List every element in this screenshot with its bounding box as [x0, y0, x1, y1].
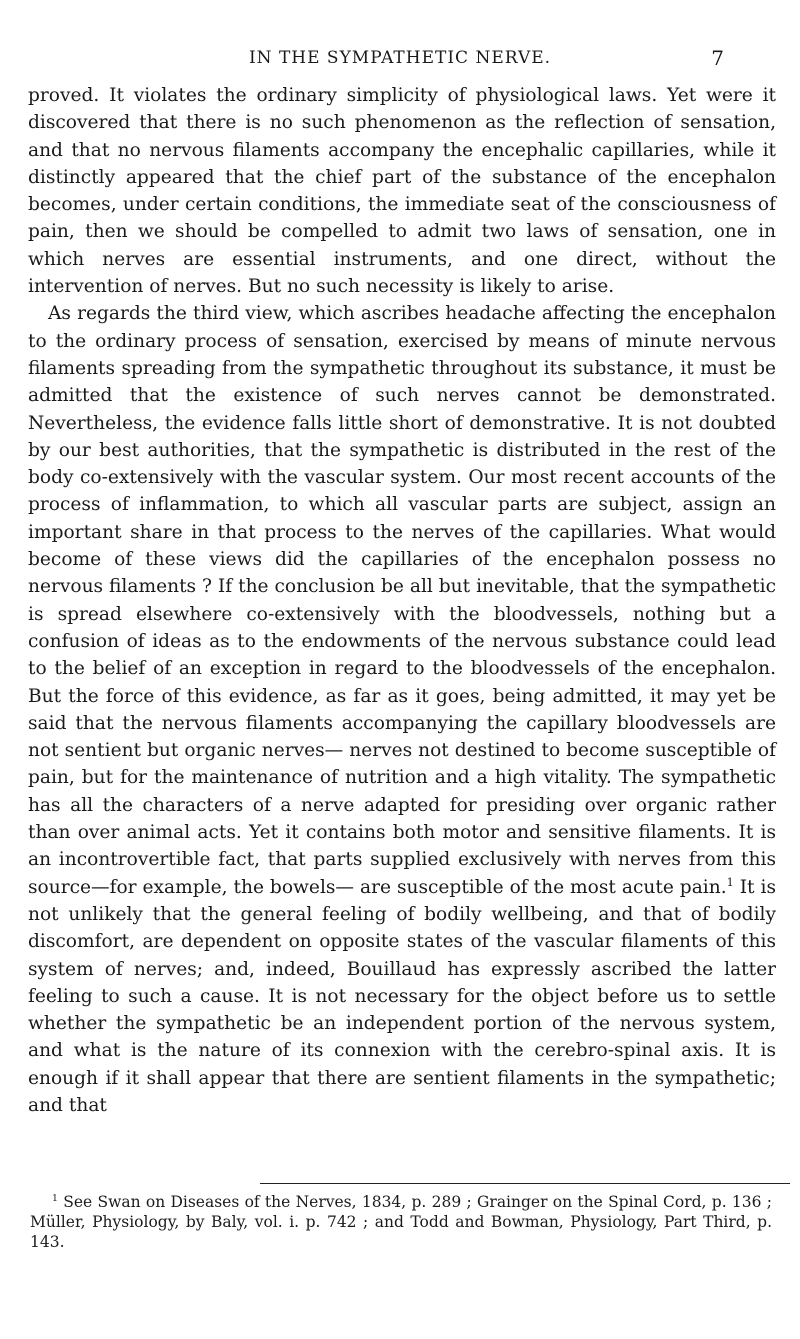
paragraph-2-continuation: It is not unlikely that the general feeling of bodily wellbeing, and that of bodily discomfort, are dependent on opposite states of the vascular filaments of this system of nerves; and, indeed, Bouillaud has expressly ascribed the latter feeling to such a cause. It is not necessary for the object before us to settle whether the sympathetic be an independent portion of the nervous system, and what is the nature of its connexion with the cerebro-spinal axis. It is enough if it shall appear that there are sentient filaments in the sympathetic; and that [28, 876, 776, 1116]
running-head: IN THE SYMPATHETIC NERVE. [248, 48, 552, 68]
body-text [28, 82, 776, 1119]
footnote [30, 1192, 772, 1252]
footnote-reference[interactable]: 1 [726, 875, 734, 889]
footnote-text: See Swan on Diseases of the Nerves, 1834, p. 289 ; Grainger on the Spinal Cord, p. 136 ; Müller, Physiology, by Baly, vol. i. p. 742 ; and Todd and Bowman, Physiology, Part Third, p. 143. [30, 1193, 772, 1251]
paragraph-2 [28, 300, 776, 1119]
footnote-marker: 1 [52, 1192, 58, 1204]
paragraph-1: proved. It violates the ordinary simplicity of physiological laws. Yet were it discovered that there is no such phenomenon as the reflection of sensation, and that no nervous filaments accompany the encephalic capillaries, while it distinctly appeared that the chief part of the substance of the encephalon becomes, under certain conditions, the immediate seat of the consciousness of pain, then we should be compelled to admit two laws of sensation, one in which nerves are essential instruments, and one direct, without the intervention of nerves. But no such necessity is likely to arise. [28, 85, 776, 298]
page-number: 7 [711, 46, 724, 70]
footnote-divider [260, 1183, 790, 1184]
paragraph-2-text: As regards the third view, which ascribes headache affecting the encephalon to the ordinary process of sensation, exercised by means of minute nervous filaments spreading from the sympathetic throughout its substance, it must be admitted that the existence of such nerves cannot be demonstrated. Nevertheless, the evidence falls little short of demonstrative. It is not doubted by our best authorities, that the sympathetic is distributed in the rest of the body co-extensively with the vascular system. Our most recent accounts of the process of inflammation, to which all vascular parts are subject, assign an important share in that process to the nerves of the capillaries. What would become of these views did the capillaries of the encephalon possess no nervous filaments ? If the conclusion be all but inevitable, that the sympathetic is spread elsewhere co-extensively with the bloodvessels, nothing but a confusion of ideas as to the endowments of the nervous substance could lead to the belief of an exception in regard to the bloodvessels of the encephalon. But the force of this evidence, as far as it goes, being admitted, it may yet be said that the nervous filaments accompanying the capillary bloodvessels are not sentient but organic nerves— nerves not destined to become susceptible of pain, but for the maintenance of nutrition and a high vitality. The sympathetic has all the characters of a nerve adapted for presiding over organic rather than over animal acts. Yet it contains both motor and sensitive filaments. It is an incontrovertible fact, that parts supplied exclusively with nerves from this source—for example, the bowels— are susceptible of the most acute pain. [28, 303, 776, 898]
